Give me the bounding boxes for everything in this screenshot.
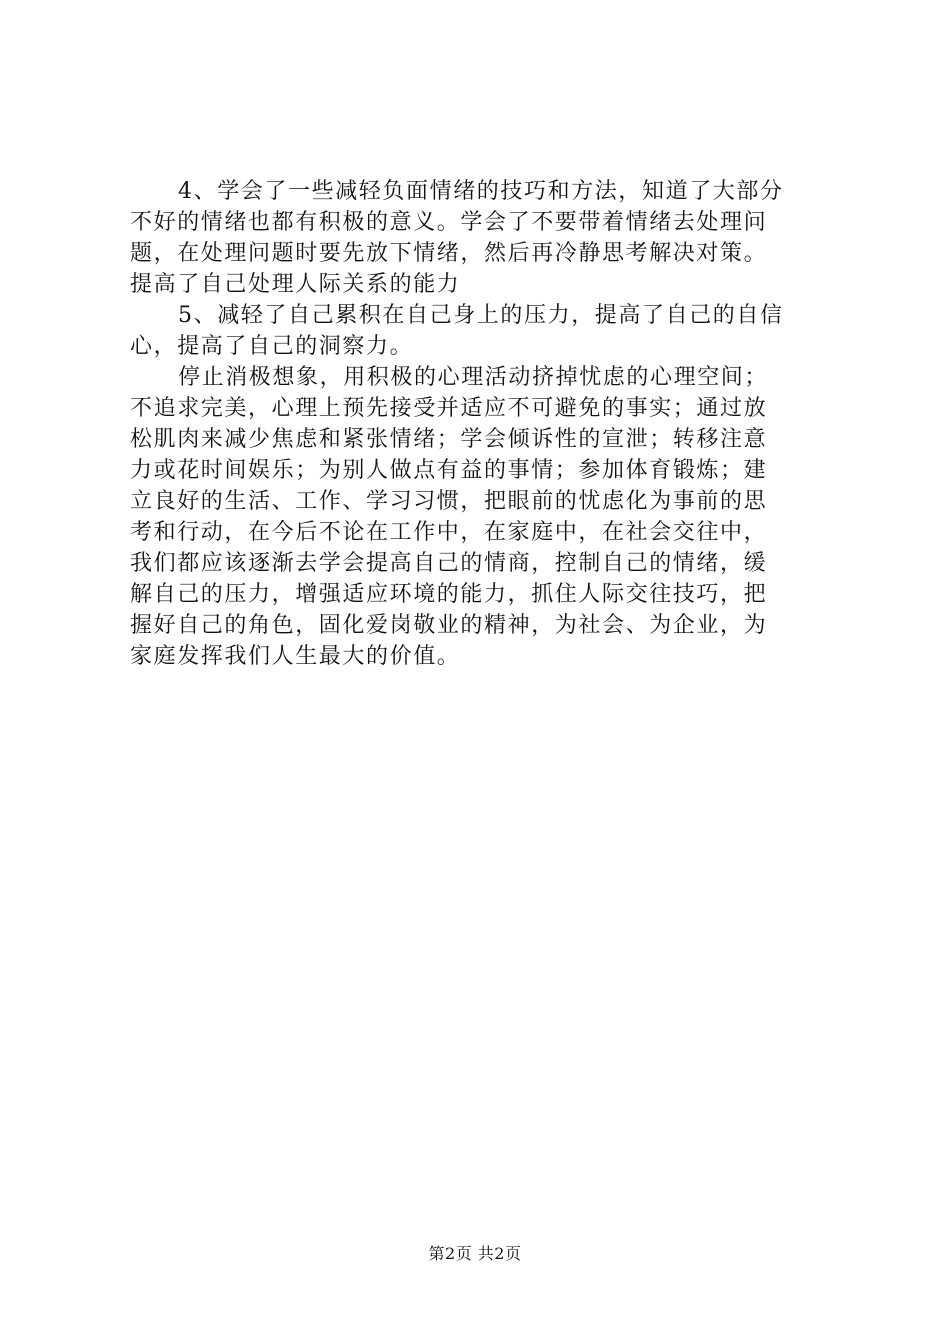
text-line: 不追求完美，心理上预先接受并适应不可避免的事实；通过放 [130,396,768,421]
text-line: 题，在处理问题时要先放下情绪，然后再冷静思考解决对策。 [130,241,768,266]
text-line: 4、学会了一些减轻负面情绪的技巧和方法，知道了大部分 [178,179,784,204]
text-line: 停止消极想象，用积极的心理活动挤掉忧虑的心理空间； [178,365,769,390]
text-line: 解自己的压力，增强适应环境的能力，抓住人际交往技巧，把 [130,582,768,607]
text-line: 5、减轻了自己累积在自己身上的压力，提高了自己的自信 [178,303,784,328]
text-line: 松肌肉来减少焦虑和紧张情绪；学会倾诉性的宣泄；转移注意 [130,427,768,452]
paragraph-item-5 [130,300,830,362]
page-number-footer: 第2页 共2页 [428,1244,522,1263]
document-body [130,176,830,672]
text-line: 不好的情绪也都有积极的意义。学会了不要带着情绪去处理问 [130,210,768,235]
paragraph-item-4 [130,176,830,300]
text-line: 我们都应该逐渐去学会提高自己的情商，控制自己的情绪，缓 [130,551,768,576]
text-line: 立良好的生活、工作、学习习惯，把眼前的忧虑化为事前的思 [130,489,768,514]
text-line: 家庭发挥我们人生最大的价值。 [130,644,461,669]
text-line: 提高了自己处理人际关系的能力 [130,272,461,297]
text-line: 心，提高了自己的洞察力。 [130,334,414,359]
paragraph-conclusion [130,362,830,672]
text-line: 力或花时间娱乐；为别人做点有益的事情；参加体育锻炼；建 [130,458,768,483]
text-line: 握好自己的角色，固化爱岗敬业的精神，为社会、为企业，为 [130,613,768,638]
text-line: 考和行动，在今后不论在工作中，在家庭中，在社会交往中， [130,520,768,545]
